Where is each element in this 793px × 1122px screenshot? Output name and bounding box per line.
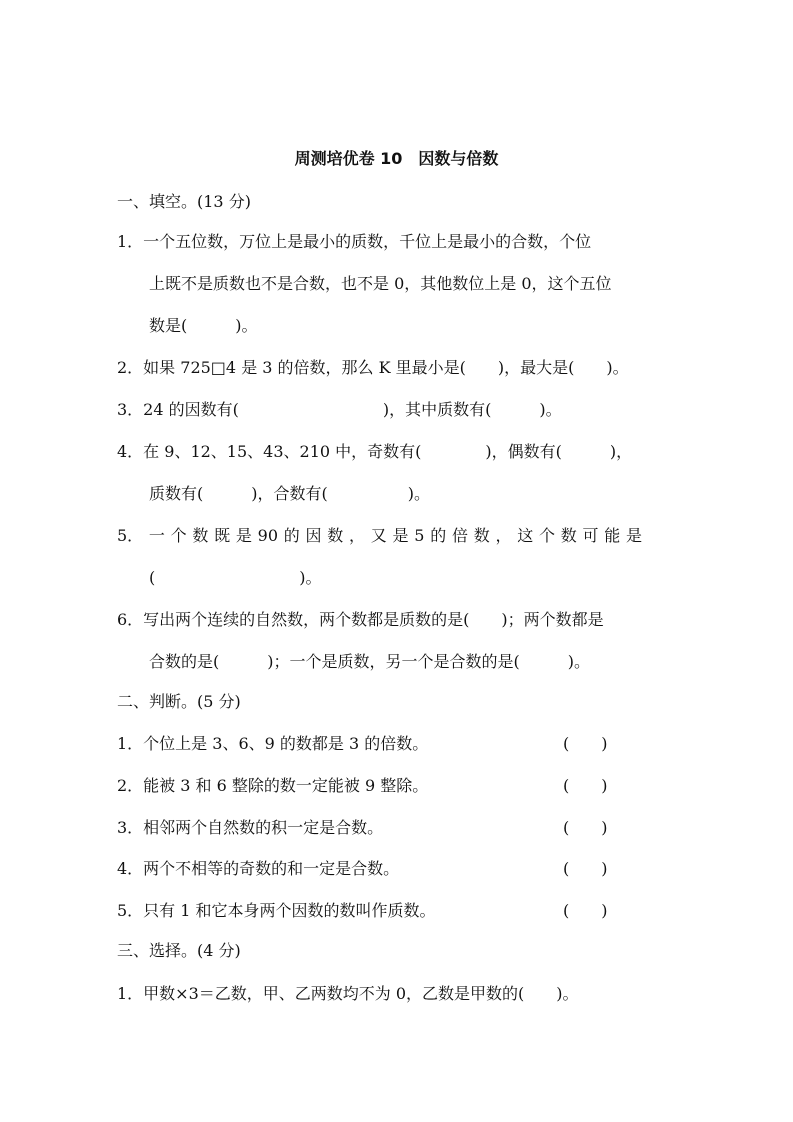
fill-q6-line2: 合数的是( )；一个是质数，另一个是合数的是( )。 xyxy=(149,652,590,671)
fill-q5-char: 个 xyxy=(538,526,555,545)
fill-q6-line1: 6．写出两个连续的自然数，两个数都是质数的是( )；两个数都是 xyxy=(117,610,604,629)
fill-q5-char: 5 xyxy=(414,526,425,545)
judge-answer-blank: ( ) xyxy=(563,859,608,878)
fill-q5-char: ， xyxy=(495,526,512,545)
page-title: 周测培优卷 10 因数与倍数 xyxy=(294,149,499,168)
judge-answer-blank: ( ) xyxy=(563,776,608,795)
section-heading-choice: 三、选择。(4 分) xyxy=(117,941,241,960)
fill-q5-char: 数 xyxy=(327,526,344,545)
judge-answer-blank: ( ) xyxy=(563,818,608,837)
fill-q5-char: 既 xyxy=(214,526,231,545)
fill-q5-char: 数 xyxy=(560,526,577,545)
fill-q5-char: 是 xyxy=(625,526,642,545)
judge-question: 4．两个不相等的奇数的和一定是合数。 xyxy=(117,859,400,878)
fill-q5-line2: ( )。 xyxy=(149,568,322,587)
section-heading-judge: 二、判断。(5 分) xyxy=(117,692,241,711)
fill-q1-line1: 1．一个五位数，万位上是最小的质数，千位上是最小的合数，个位 xyxy=(117,232,592,251)
section-heading-fill: 一、填空。(13 分) xyxy=(117,192,251,211)
fill-q3: 3．24 的因数有( )，其中质数有( )。 xyxy=(117,400,562,419)
fill-q5-char: 因 xyxy=(305,526,322,545)
fill-q5-char: 数 xyxy=(473,526,490,545)
fill-q2: 2．如果 725□4 是 3 的倍数，那么 K 里最小是( )，最大是( )。 xyxy=(117,358,629,377)
fill-q5-char: 的 xyxy=(283,526,300,545)
fill-q5-char: 倍 xyxy=(451,526,468,545)
fill-q5-char: 数 xyxy=(192,526,209,545)
fill-q5-char: 这 xyxy=(517,526,534,545)
judge-question: 5．只有 1 和它本身两个因数的数叫作质数。 xyxy=(117,901,436,920)
judge-question: 2．能被 3 和 6 整除的数一定能被 9 整除。 xyxy=(117,776,429,795)
fill-q5-char: ， xyxy=(349,526,366,545)
fill-q5-char: 是 xyxy=(392,526,409,545)
fill-q5-char: 90 xyxy=(257,526,279,545)
fill-q5-char: 是 xyxy=(235,526,252,545)
judge-answer-blank: ( ) xyxy=(563,901,608,920)
fill-q5-char: 又 xyxy=(370,526,387,545)
fill-q5-char: 能 xyxy=(604,526,621,545)
fill-q4-line1: 4．在 9、12、15、43、210 中，奇数有( )，偶数有( )， xyxy=(117,442,633,461)
judge-question: 3．相邻两个自然数的积一定是合数。 xyxy=(117,818,384,837)
fill-q5-char: 一 xyxy=(148,526,165,545)
fill-q5-line1 xyxy=(117,526,642,546)
fill-q5-char: 可 xyxy=(582,526,599,545)
fill-q1-line2: 上既不是质数也不是合数，也不是 0，其他数位上是 0，这个五位 xyxy=(149,274,612,293)
choice-q1: 1．甲数×3＝乙数，甲、乙两数均不为 0，乙数是甲数的( )。 xyxy=(117,984,579,1003)
fill-q4-line2: 质数有( )，合数有( )。 xyxy=(149,484,430,503)
judge-question: 1．个位上是 3、6、9 的数都是 3 的倍数。 xyxy=(117,734,429,753)
fill-q5-char: 5． xyxy=(117,526,144,545)
fill-q5-char: 的 xyxy=(430,526,447,545)
judge-answer-blank: ( ) xyxy=(563,734,608,753)
fill-q5-char: 个 xyxy=(170,526,187,545)
fill-q1-line3: 数是( )。 xyxy=(149,316,258,335)
